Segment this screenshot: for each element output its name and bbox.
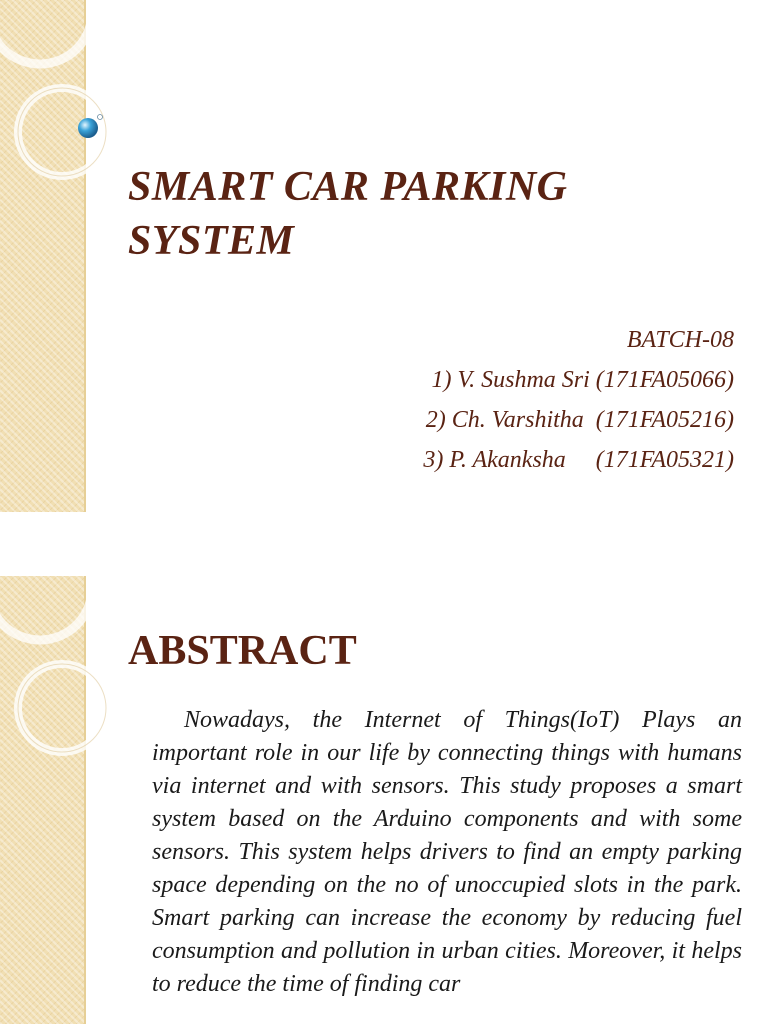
abstract-slide: [0, 576, 768, 1024]
title-line-1: SMART CAR PARKING: [128, 164, 568, 210]
blue-orb-icon: [74, 112, 106, 144]
slide-gap: [0, 512, 768, 576]
abstract-heading: ABSTRACT: [128, 628, 357, 674]
slide-title: [128, 160, 738, 268]
title-line-2: SYSTEM: [128, 218, 295, 264]
member-1: 1) V. Sushma Sri (171FA05066): [431, 367, 734, 393]
abstract-body: Nowadays, the Internet of Things(IoT) Plays an important role in our life by connecting things with humans via internet and with sensors. This study proposes a smart system based on the Arduino components and with some sensors. This system helps drivers to find an empty parking space depending on the no of unoccupied slots in the park. Smart parking can increase the economy by reducing fuel consumption and pollution in urban cities. Moreover, it helps to reduce the time of finding car: [152, 707, 742, 997]
decorative-rings: [0, 576, 110, 1024]
team-members: [423, 320, 734, 480]
batch-label: BATCH-08: [626, 327, 734, 353]
decorative-rings: [0, 0, 110, 512]
member-3: 3) P. Akanksha (171FA05321): [423, 447, 734, 473]
decorative-side-band: [0, 0, 86, 512]
member-2: 2) Ch. Varshitha (171FA05216): [425, 407, 734, 433]
decorative-side-band: [0, 576, 86, 1024]
